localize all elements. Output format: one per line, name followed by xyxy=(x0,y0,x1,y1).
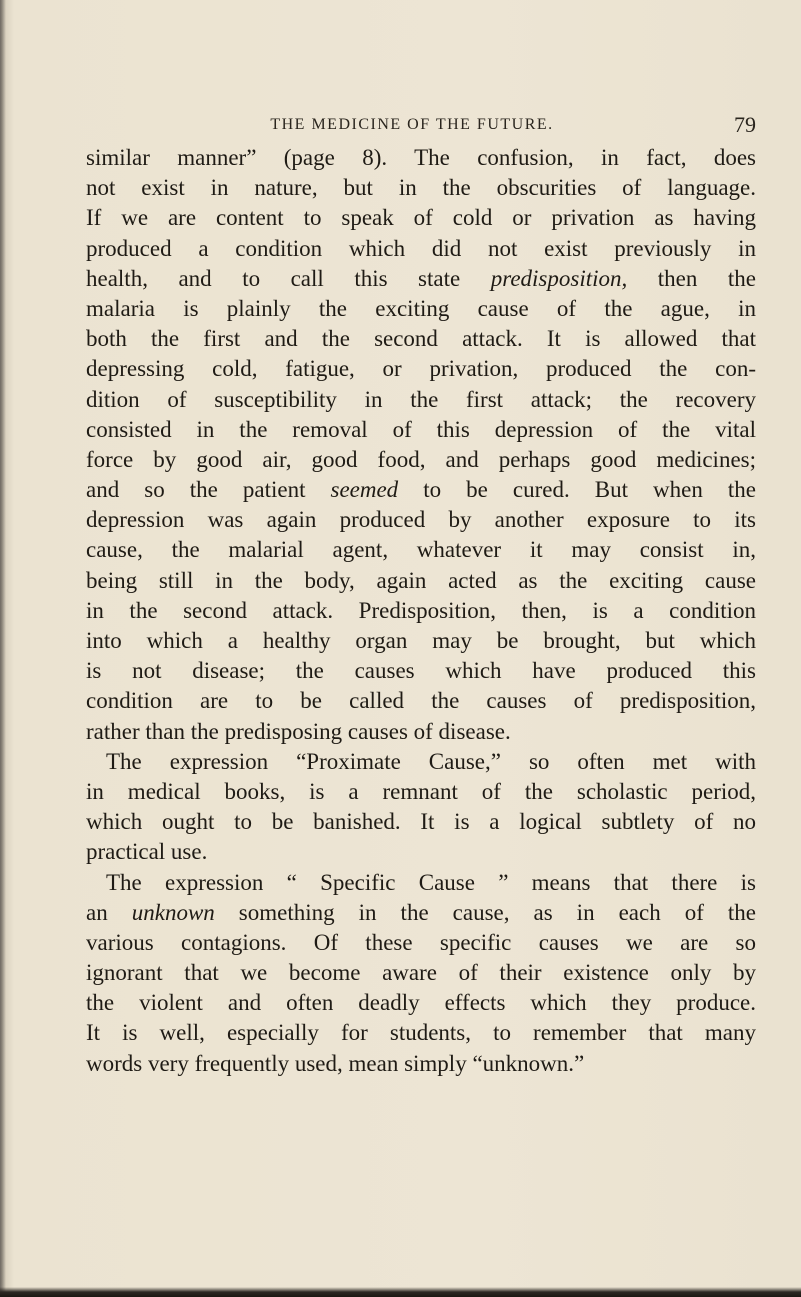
text-line: depressing cold, fatigue, or privation, produced the con- xyxy=(86,356,756,382)
text-line: the violent and often deadly effects which they produce. xyxy=(86,990,756,1016)
body-text xyxy=(86,143,756,1079)
text-line: depression was again produced by another exposure to its xyxy=(86,507,756,533)
text-line-with-italic xyxy=(86,264,756,294)
text-line: cause, the malarial agent, whatever it may consist in, xyxy=(86,537,756,563)
paragraph-predisposition xyxy=(86,143,756,747)
text-line: similar manner” (page 8). The confusion, in fact, does xyxy=(86,145,756,170)
text-segment: then the xyxy=(627,265,756,291)
text-line: into which a healthy organ may be brought, but which xyxy=(86,628,756,653)
text-line: both the first and the second attack. It is allowed that xyxy=(86,326,756,352)
text-line: The expression “Proximate Cause,” so often met with xyxy=(106,748,756,774)
text-line: practical use. xyxy=(86,839,208,865)
text-line: The expression “ Specific Cause ” means that there is xyxy=(106,869,756,895)
text-segment: to be cured. But when the xyxy=(398,477,756,503)
text-line: in the second attack. Predisposition, then, is a condition xyxy=(86,597,756,623)
text-segment: and so the patient xyxy=(86,477,331,503)
text-line: is not disease; the causes which have produced this xyxy=(86,658,756,684)
text-line: not exist in nature, but in the obscurities of language. xyxy=(86,175,756,201)
paragraph-specific-cause xyxy=(86,868,756,1079)
text-line-with-italic xyxy=(86,475,756,505)
text-line-with-italic xyxy=(86,898,756,928)
page-number: 79 xyxy=(734,112,756,137)
text-line: various contagions. Of these specific causes we are so xyxy=(86,929,756,955)
text-line: It is well, especially for students, to remember that many xyxy=(86,1020,756,1046)
text-line: produced a condition which did not exist previously in xyxy=(86,235,756,261)
text-line: consisted in the removal of this depression of the vital xyxy=(86,416,756,442)
text-line: force by good air, good food, and perhaps good medicines; xyxy=(86,446,756,472)
text-line: If we are content to speak of cold or privation as having xyxy=(86,205,756,231)
text-line: being still in the body, again acted as the exciting cause xyxy=(86,567,756,593)
text-line: malaria is plainly the exciting cause of the ague, in xyxy=(86,295,756,321)
text-line: condition are to be called the causes of predisposition, xyxy=(86,688,756,714)
italic-term: unknown xyxy=(131,899,215,925)
text-segment: health, and to call this state xyxy=(86,265,491,291)
text-line: ignorant that we become aware of their existence only by xyxy=(86,960,756,986)
running-title: THE MEDICINE OF THE FUTURE. xyxy=(270,116,554,133)
text-line: dition of susceptibility in the first attack; the recovery xyxy=(86,386,756,412)
text-line: in medical books, is a remnant of the scholastic period, xyxy=(86,778,756,804)
page-bottom-edge xyxy=(0,1287,801,1297)
text-line: rather than the predisposing causes of disease. xyxy=(86,718,511,744)
text-segment: an xyxy=(86,899,132,925)
italic-term: seemed xyxy=(330,477,399,503)
page-header xyxy=(68,110,756,144)
paragraph-proximate-cause xyxy=(86,747,756,868)
italic-term: predisposition, xyxy=(490,265,628,291)
text-line: which ought to be banished. It is a logical subtlety of no xyxy=(86,809,756,835)
page-gutter-shadow xyxy=(0,0,6,1297)
text-segment: something in the cause, as in each of the xyxy=(214,899,757,925)
text-line: words very frequently used, mean simply “unknown.” xyxy=(86,1050,585,1076)
